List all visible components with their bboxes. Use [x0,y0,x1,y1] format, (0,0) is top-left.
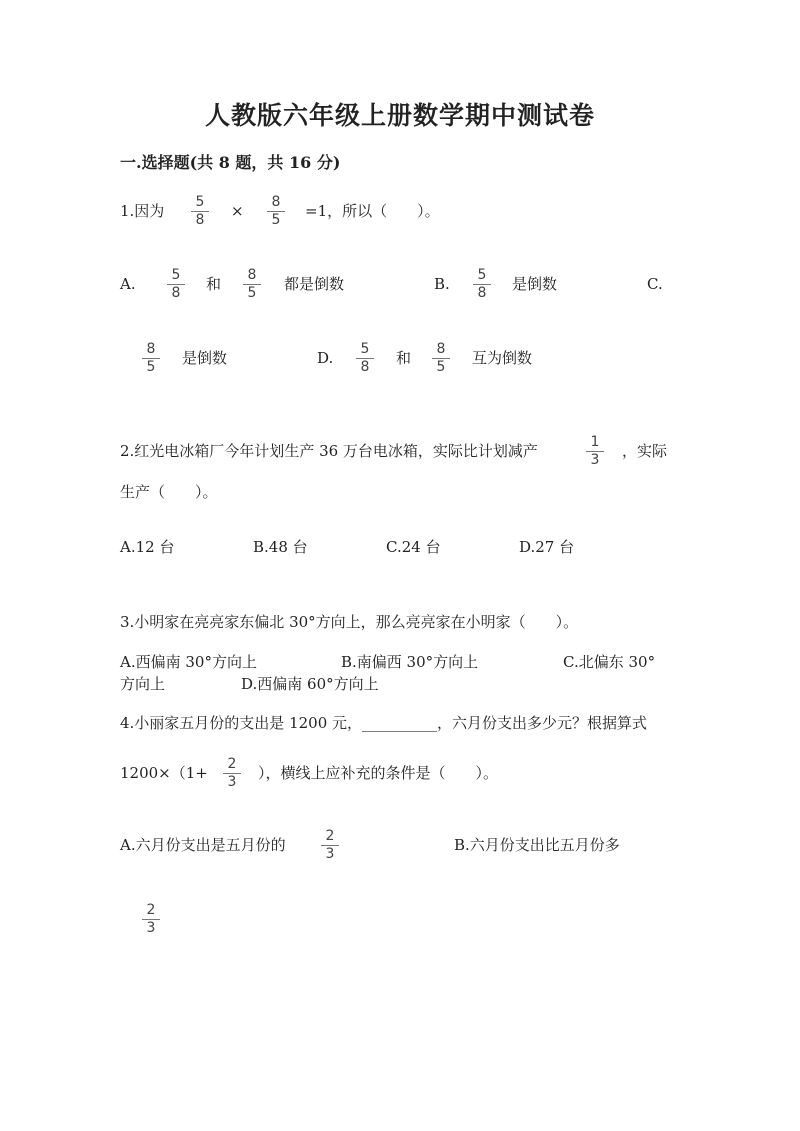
q1-option-d-fraction-5-8: 5 8 [354,342,376,375]
q4-stem-line2-start: 1200×（1+ [120,764,208,782]
q3-option-b: B.南偏西 30°方向上 [341,653,479,671]
q4-option-a-fraction-2-3: 2 3 [319,829,341,862]
q4-option-b: B.六月份支出比五月份多 [454,836,620,854]
q1-option-d-label: D. [317,349,334,367]
q2-option-a: A.12 台 [120,538,175,556]
page-title: 人教版六年级上册数学期中测试卷 [204,101,595,130]
q1-option-c-fraction-8-5: 8 5 [140,342,162,375]
q3-stem: 3.小明家在亮亮家东偏北 30°方向上，那么亮亮家在小明家（ ）。 [120,613,579,631]
q2-option-b: B.48 台 [253,538,308,556]
q1-option-d-and: 和 [396,349,412,367]
q1-option-a-fraction-8-5: 8 5 [241,268,263,301]
q2-fraction-1-3: 1 3 [584,435,606,468]
q3-option-c: C.北偏东 30° [563,653,656,671]
q1-option-c-label: C. [647,275,663,293]
q1-option-d-text: 互为倒数 [472,349,533,367]
q3-option-d: D.西偏南 60°方向上 [241,675,379,693]
q1-option-a-label: A. [120,275,136,293]
q2-stem-line1-end: ，实际 [622,442,668,460]
q1-option-d-fraction-8-5: 8 5 [430,342,452,375]
q4-option-b-fraction-2-3: 2 3 [140,903,162,936]
q1-times-sign: × [231,202,244,220]
q4-stem-line1: 4.小丽家五月份的支出是 1200 元，__________，六月份支出多少元？根据算式 [120,714,648,732]
q4-fraction-2-3: 2 3 [221,757,243,790]
q1-option-a-fraction-5-8: 5 8 [165,268,187,301]
q1-option-a-text: 都是倒数 [284,275,345,293]
q2-stem-line1: 2.红光电冰箱厂今年计划生产 36 万台电冰箱，实际比计划减产 [120,442,538,460]
fraction-denominator: 8 [195,212,205,228]
fraction-denominator: 5 [271,212,281,228]
q1-fraction-5-8 [189,195,211,228]
fraction-numerator: 5 [195,194,205,210]
q2-option-c: C.24 台 [386,538,441,556]
q1-option-b-fraction-5-8: 5 8 [471,268,493,301]
q4-stem-line2-end: ），横线上应补充的条件是（ ）。 [258,764,499,782]
q1-fraction-8-5 [265,195,287,228]
q1-option-a-and: 和 [206,275,222,293]
q1-stem-end: =1，所以（ ）。 [305,202,440,220]
q2-stem-line2: 生产（ ）。 [120,483,218,501]
q1-option-c-text: 是倒数 [182,349,228,367]
q1-option-b-text: 是倒数 [512,275,558,293]
fraction-numerator: 8 [271,194,281,210]
q3-option-c-continued: 方向上 [120,675,166,693]
section-heading: 一.选择题(共 8 题，共 16 分) [120,153,341,172]
q1-stem-start: 1.因为 [120,202,165,220]
q2-option-d: D.27 台 [519,538,575,556]
q4-option-a: A.六月份支出是五月份的 [120,836,286,854]
q1-option-b-label: B. [434,275,450,293]
q3-option-a: A.西偏南 30°方向上 [120,653,257,671]
